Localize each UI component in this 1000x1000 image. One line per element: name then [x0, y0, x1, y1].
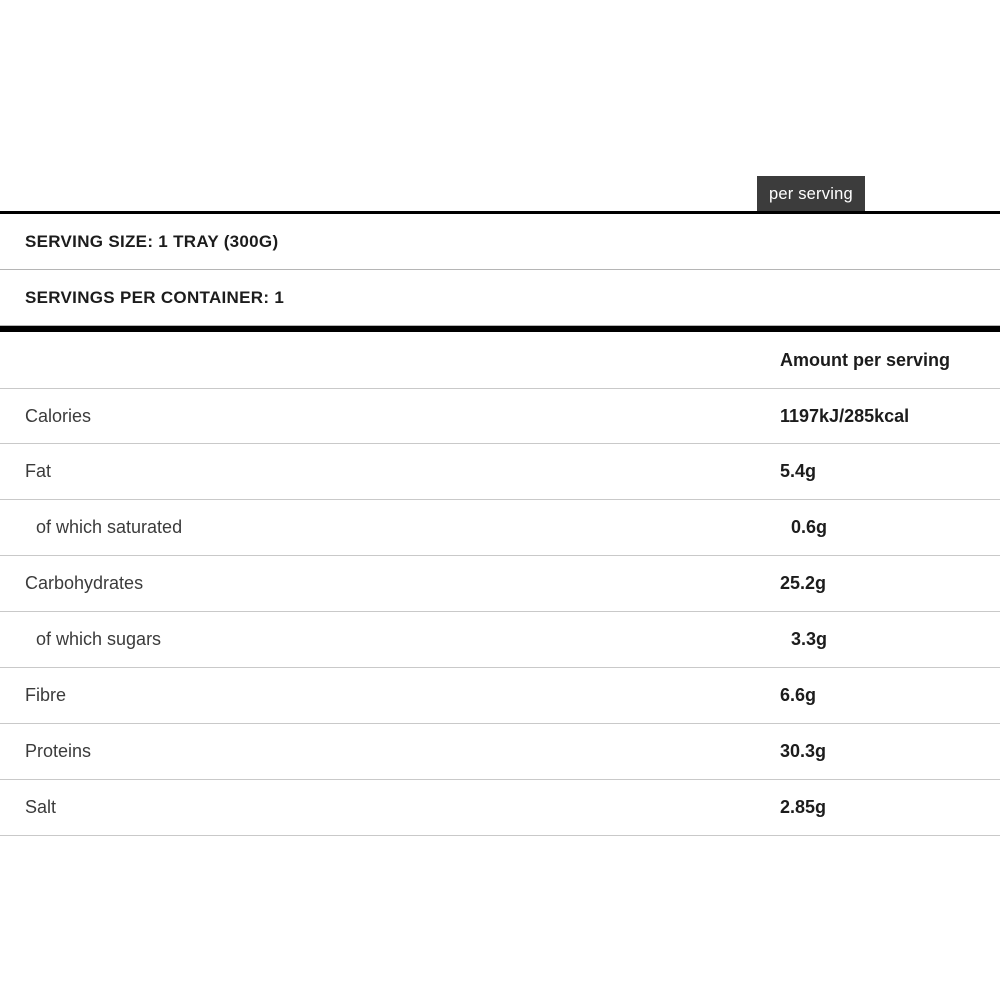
table-row — [0, 780, 1000, 836]
nutrient-label: Fat — [25, 461, 52, 481]
nutrient-label: of which saturated — [36, 517, 183, 537]
serving-size-label: SERVING SIZE: 1 TRAY (300G) — [25, 231, 279, 251]
nutrient-value: 5.4g — [780, 461, 817, 481]
per-serving-tooltip-label: per serving — [769, 185, 853, 203]
nutrient-value: 2.85g — [780, 797, 827, 817]
nutrient-label: Salt — [25, 797, 57, 817]
nutrient-value: 6.6g — [780, 685, 817, 705]
nutrient-label: Carbohydrates — [25, 573, 144, 593]
table-row — [0, 724, 1000, 780]
nutrient-label: Calories — [25, 405, 92, 426]
nutrient-value: 1197kJ/285kcal — [780, 405, 910, 426]
servings-per-container-row — [0, 270, 1000, 326]
table-row — [0, 500, 1000, 556]
per-serving-tooltip — [757, 176, 865, 214]
table-row — [0, 612, 1000, 668]
table-row — [0, 668, 1000, 724]
nutrient-value: 30.3g — [780, 741, 827, 761]
table-row — [0, 388, 1000, 444]
nutrient-value: 25.2g — [780, 573, 827, 593]
serving-size-row — [0, 214, 1000, 270]
servings-per-container-label: SERVINGS PER CONTAINER: 1 — [25, 287, 285, 307]
nutrition-facts-table — [0, 211, 1000, 836]
nutrient-label: of which sugars — [36, 629, 162, 649]
table-row — [0, 444, 1000, 500]
table-row — [0, 556, 1000, 612]
table-header-row — [0, 326, 1000, 388]
nutrient-label: Proteins — [25, 741, 92, 761]
table-header-amount: Amount per serving — [780, 349, 951, 370]
nutrient-label: Fibre — [25, 685, 67, 705]
nutrient-value: 0.6g — [791, 517, 828, 537]
nutrient-value: 3.3g — [791, 629, 828, 649]
